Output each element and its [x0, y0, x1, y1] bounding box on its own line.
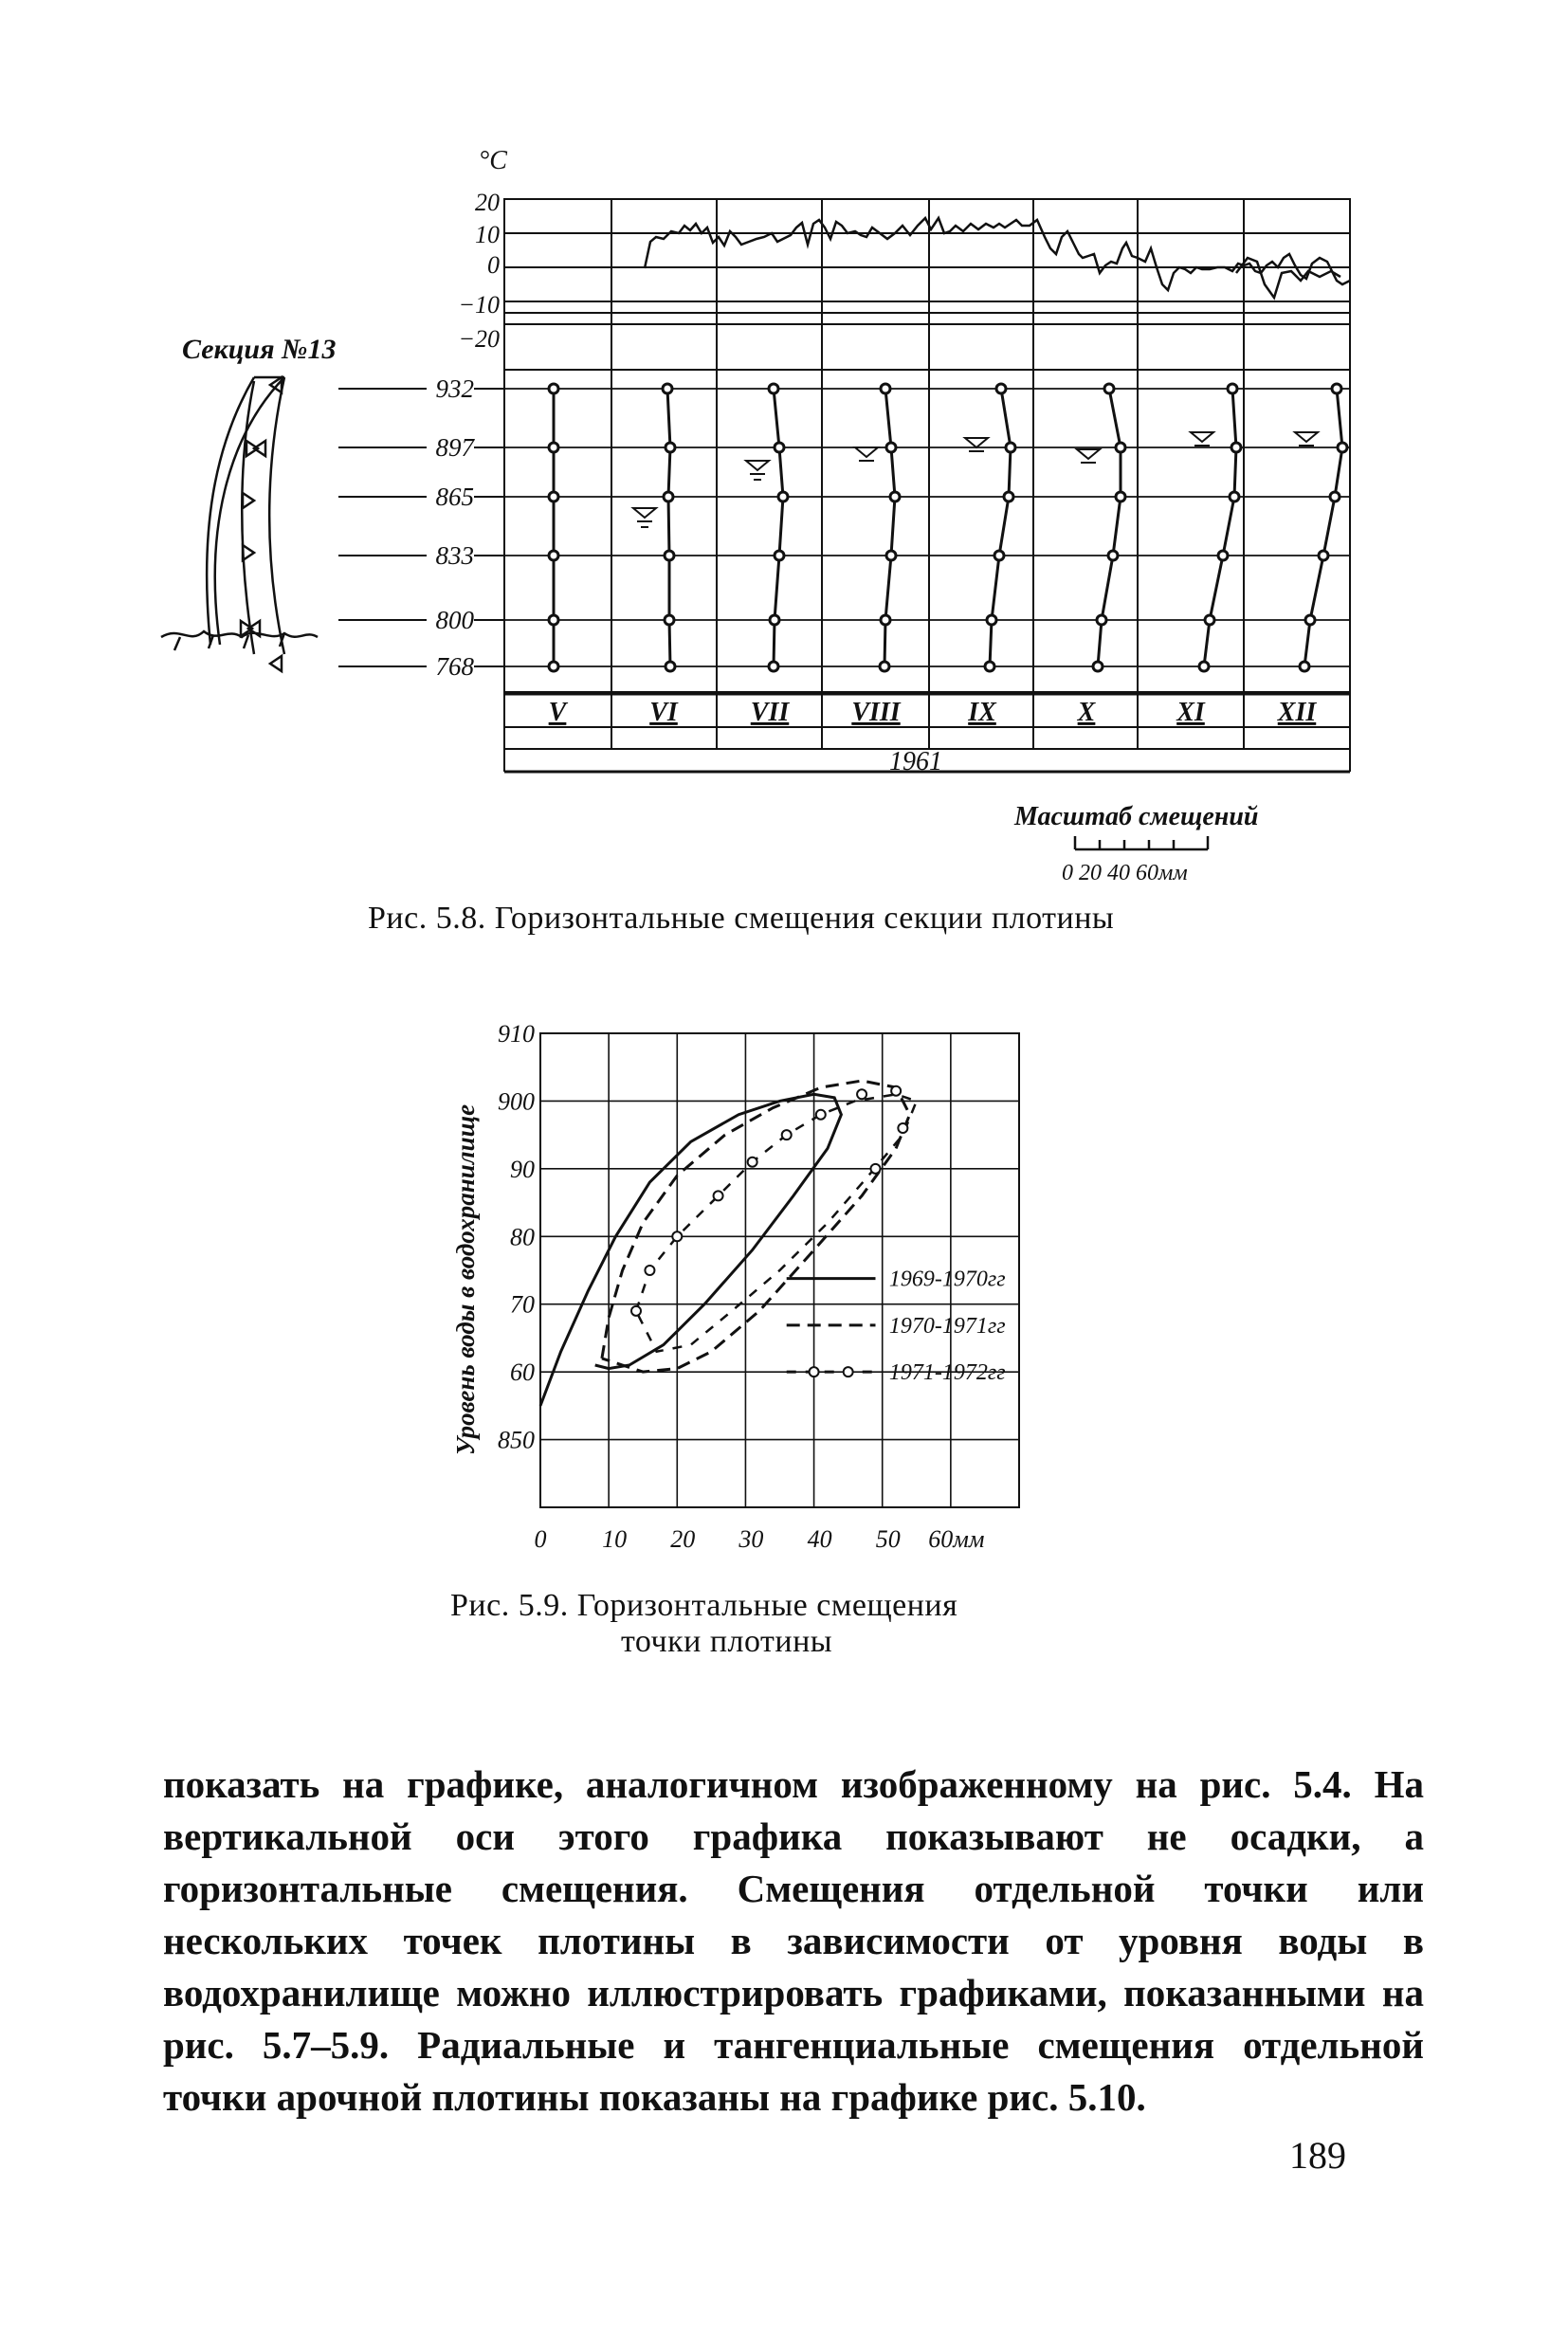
y-tick-label: 910: [498, 1020, 535, 1048]
series-line-3: [636, 1094, 917, 1351]
series-marker: [714, 1191, 723, 1200]
series-line-2: [602, 1081, 910, 1372]
water-level-markers: [633, 432, 1318, 527]
series-marker: [857, 1089, 866, 1099]
month-label: IX: [968, 698, 996, 727]
figure-5-8: [0, 0, 1568, 948]
y-axis-label: Уровень воды в водохранилище: [451, 1103, 480, 1456]
x-tick-label: 30: [738, 1525, 764, 1553]
elevation-label: 768: [435, 652, 474, 681]
temperature-ticks: [458, 189, 500, 353]
month-label: XII: [1277, 698, 1317, 727]
legend-label: 1969-1970гг: [888, 1267, 1006, 1292]
month-labels: [549, 698, 1318, 727]
x-tick-label: 60мм: [928, 1525, 985, 1553]
elevation-lines: [504, 389, 1350, 666]
x-tick-labels: [535, 1525, 985, 1553]
temperature-unit: °C: [479, 146, 507, 175]
month-label: XI: [1176, 698, 1205, 727]
figure-5-8-caption: Рис. 5.8. Горизонтальные смещения секции плотины: [368, 901, 1115, 936]
elevation-labels: [338, 374, 504, 681]
temperature-curve-tail: [1236, 258, 1340, 298]
series-marker: [631, 1306, 641, 1316]
series-marker: [816, 1110, 826, 1120]
series-marker: [782, 1130, 792, 1140]
temp-tick: −20: [458, 325, 500, 353]
legend-label: 1970-1971гг: [888, 1313, 1006, 1339]
scale-title: Масштаб смещений: [1014, 802, 1259, 831]
figure-5-9-caption: [450, 1588, 1057, 1660]
plot-series: [540, 1081, 917, 1406]
y-tick-labels: [498, 1020, 535, 1454]
y-tick-label: 60: [510, 1358, 535, 1387]
scale-ticks: 0 20 40 60мм: [1062, 861, 1188, 885]
temp-tick: −10: [458, 291, 500, 319]
x-tick-label: 0: [534, 1525, 547, 1553]
elevation-label: 833: [435, 541, 474, 570]
x-tick-label: 10: [602, 1525, 628, 1553]
x-tick-label: 50: [875, 1525, 901, 1553]
legend-marker: [810, 1367, 819, 1377]
figure-5-9: [417, 1005, 1062, 1574]
y-tick-label: 70: [510, 1290, 535, 1319]
series-marker: [871, 1164, 881, 1174]
y-tick-label: 900: [498, 1087, 535, 1116]
series-marker: [672, 1231, 682, 1241]
series-marker: [891, 1086, 901, 1096]
y-tick-label: 80: [510, 1223, 535, 1251]
month-separators: [504, 199, 1350, 772]
x-tick-label: 20: [670, 1525, 696, 1553]
section-label: Секция №13: [182, 334, 337, 365]
elevation-label: 800: [435, 606, 474, 634]
displacement-profiles: [549, 384, 1347, 671]
legend-label: 1971-1972гг: [888, 1360, 1006, 1386]
y-tick-label: 850: [498, 1426, 535, 1454]
series-marker: [748, 1158, 757, 1167]
legend-marker: [844, 1367, 853, 1377]
x-tick-label: 40: [807, 1525, 832, 1553]
month-label: VIII: [851, 698, 901, 727]
temp-tick: 20: [475, 189, 500, 216]
temp-tick: 0: [487, 251, 500, 279]
month-label: X: [1077, 698, 1096, 727]
month-label: V: [548, 698, 567, 727]
temp-tick: 10: [475, 221, 500, 248]
temperature-grid: [504, 199, 1350, 324]
month-label: VII: [750, 698, 790, 727]
elevation-label: 897: [435, 433, 474, 462]
scale-bar: [1075, 836, 1208, 849]
body-paragraph: показать на графике, аналогичном изображенному на рис. 5.4. На вертикальной оси этого графика показывают не осадки, а горизонтальные смещения. Смещения отдельной точки или нескольких точек плотины в зависимости от уровня воды в водохранилище можно иллюстрировать графиками, показанными на рис. 5.7–5.9. Радиальные и тангенциальные смещения отдельной точки арочной плотины показаны на графике рис. 5.10.: [163, 1762, 1424, 2119]
year-label: 1961: [889, 747, 942, 776]
dam-section-diagram: [161, 377, 318, 671]
month-label: VI: [649, 698, 678, 727]
elevation-label: 932: [435, 374, 474, 403]
page-number: 189: [1289, 2134, 1346, 2177]
figure-5-9-caption-line1: Рис. 5.9. Горизонтальные смещения: [450, 1588, 958, 1623]
series-marker: [645, 1266, 654, 1275]
figure-5-9-caption-line2: точки плотины: [621, 1624, 833, 1659]
legend: [787, 1267, 1006, 1386]
y-tick-label: 90: [510, 1155, 535, 1183]
elevation-label: 865: [435, 483, 474, 511]
series-line-1: [540, 1094, 841, 1406]
displacement-grid: [504, 370, 1350, 772]
series-marker: [898, 1123, 907, 1133]
